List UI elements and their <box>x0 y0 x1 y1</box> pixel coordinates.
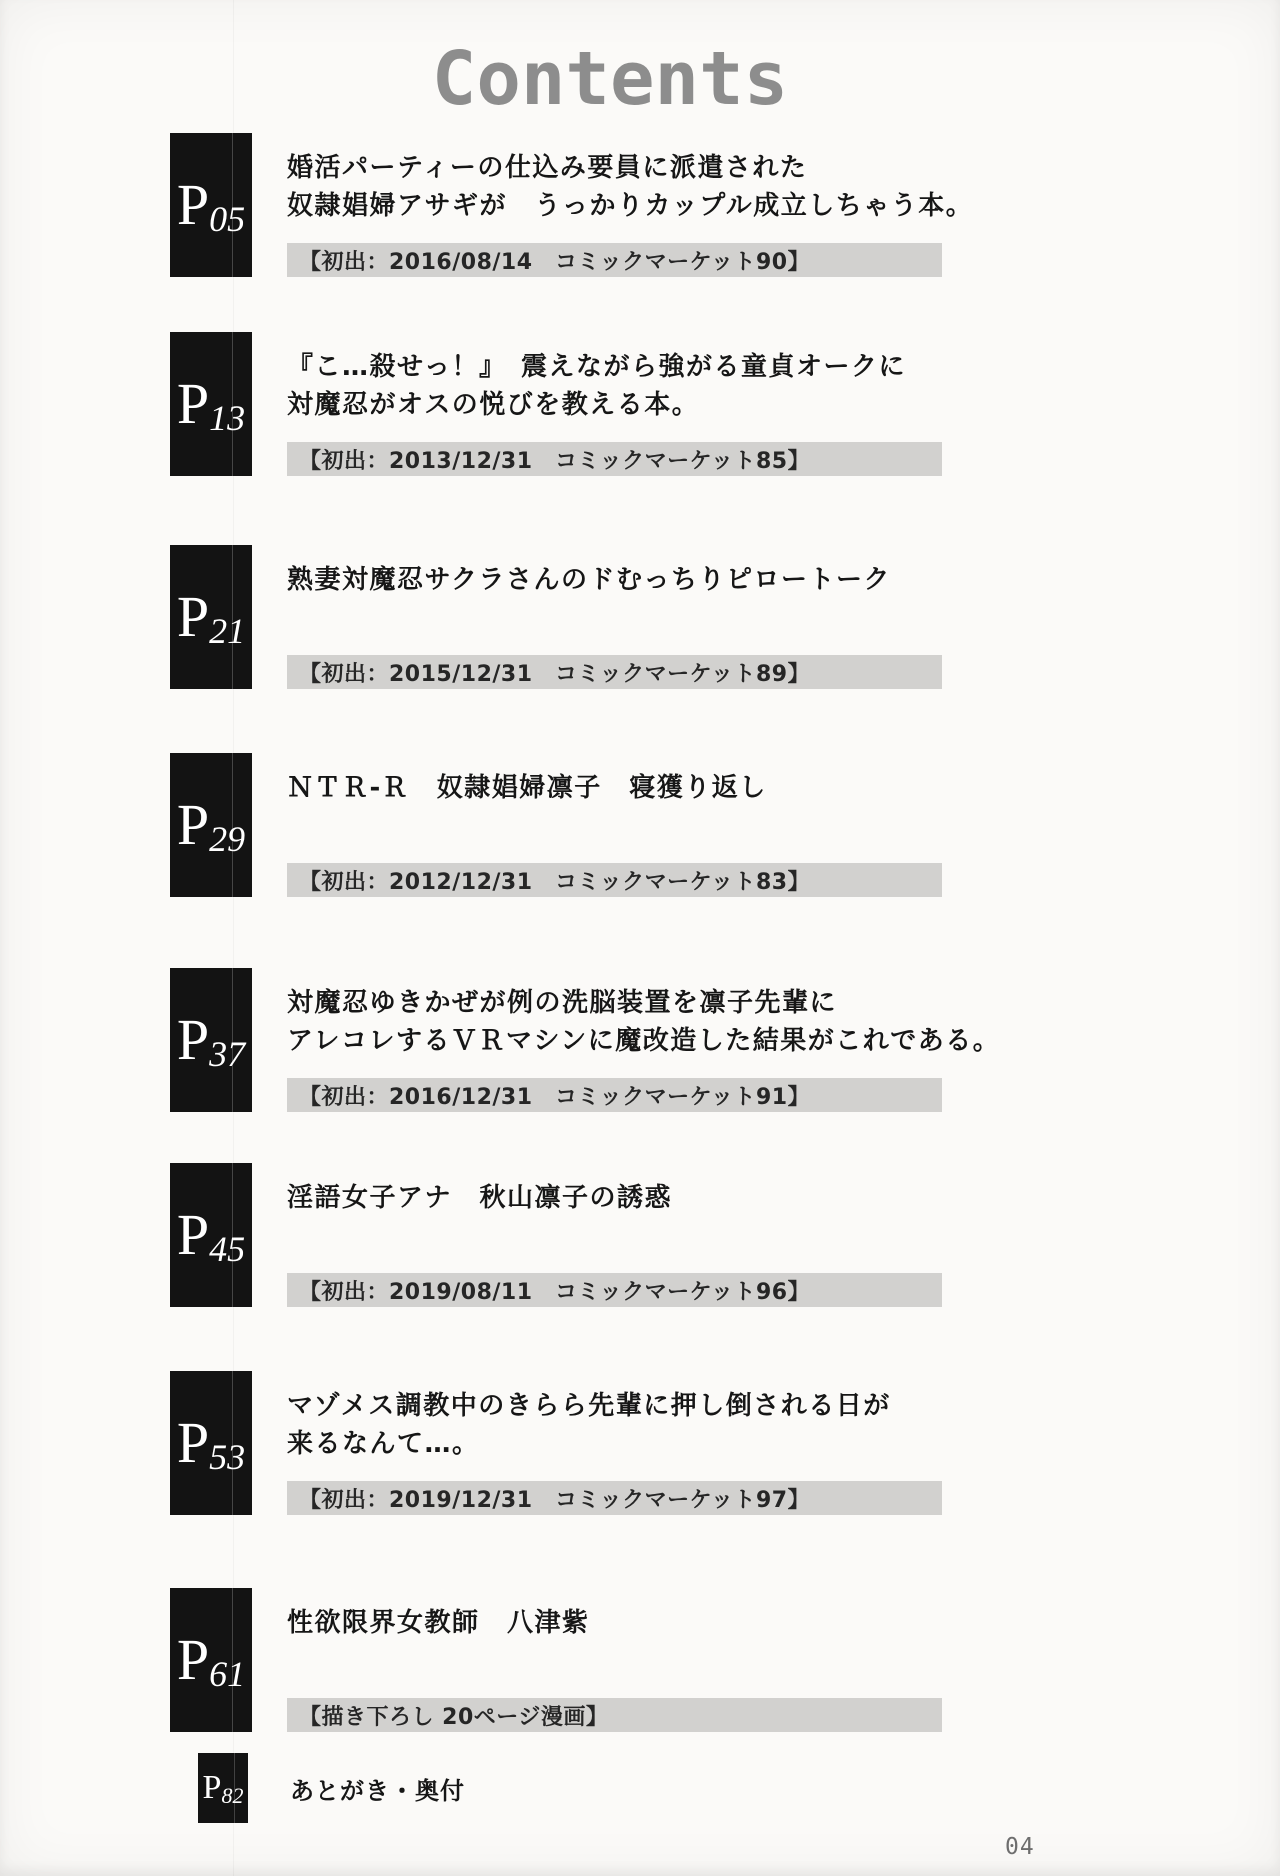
page-number: 61 <box>209 1654 246 1694</box>
toc-entry <box>170 545 942 689</box>
entry-content <box>287 1163 942 1307</box>
entry-content <box>287 1588 942 1732</box>
page-number-box <box>170 332 252 476</box>
page-number: 45 <box>209 1229 246 1269</box>
entry-title <box>287 1387 942 1481</box>
page-title: Contents <box>431 36 789 122</box>
toc-entry <box>170 332 942 476</box>
entry-title <box>287 348 942 442</box>
entry-info-bar <box>287 243 942 277</box>
entry-title-line-1: 熟妻対魔忍サクラさんのドむっちりピロートーク <box>287 565 891 595</box>
page-number-box <box>170 1588 252 1732</box>
page-number: 82 <box>221 1783 244 1808</box>
entry-info-text: 【初出：2015/12/31 コミックマーケット89】 <box>299 661 811 687</box>
toc-entry <box>170 1371 942 1515</box>
toc-entry <box>170 753 942 897</box>
page-number-box <box>170 133 252 277</box>
entry-title-line-2: 対魔忍がオスの悦びを教える本。 <box>287 390 700 420</box>
page-number: 37 <box>209 1034 246 1074</box>
page-letter: P <box>176 1410 210 1475</box>
entry-info-bar <box>287 442 942 476</box>
entry-title-line-1: 対魔忍ゆきかぜが例の洗脳装置を凛子先輩に <box>287 988 838 1018</box>
page-letter: P <box>176 1202 210 1267</box>
toc-entry <box>170 1163 942 1307</box>
entry-title-line-1: 淫語女子アナ 秋山凛子の誘惑 <box>287 1183 673 1213</box>
entry-title <box>287 149 974 243</box>
entry-info-text: 【初出：2016/12/31 コミックマーケット91】 <box>299 1084 811 1110</box>
page-letter: P <box>176 1627 210 1692</box>
entry-content <box>287 753 942 897</box>
entry-title-line-1: 婚活パーティーの仕込み要員に派遣された <box>287 153 808 183</box>
entry-title-line-1: ＮＴＲ-Ｒ 奴隷娼婦凛子 寝獲り返し <box>287 773 767 803</box>
entry-title <box>287 1604 942 1698</box>
page-number: 21 <box>209 611 246 651</box>
page-number-box <box>170 545 252 689</box>
page-letter: P <box>176 371 210 436</box>
page-number-box <box>170 1163 252 1307</box>
entry-info-bar <box>287 1273 942 1307</box>
entry-content <box>287 133 974 277</box>
entry-title-line-1: マゾメス調教中のきらら先輩に押し倒される日が <box>287 1391 891 1421</box>
page-number-box <box>170 968 252 1112</box>
entry-info-text: 【初出：2019/08/11 コミックマーケット96】 <box>299 1279 811 1305</box>
entry-title: あとがき・奥付 <box>290 1776 465 1805</box>
toc-entry <box>198 1753 465 1823</box>
entry-info-text: 【初出：2016/08/14 コミックマーケット90】 <box>299 249 811 275</box>
page-number: 53 <box>209 1437 246 1477</box>
page-number-box <box>170 1371 252 1515</box>
page-letter: P <box>176 584 210 649</box>
entry-title-line-1: 『こ…殺せっ！』 震えながら強がる童貞オークに <box>287 352 906 382</box>
entry-title <box>287 769 942 863</box>
entry-title <box>287 1179 942 1273</box>
toc-entry <box>170 1588 942 1732</box>
footer-page-number: 04 <box>1005 1834 1035 1860</box>
entry-info-text: 【描き下ろし 20ページ漫画】 <box>299 1704 609 1730</box>
entry-title-line-2: 来るなんて…。 <box>287 1429 480 1459</box>
entry-title-line-2: アレコレするＶＲマシンに魔改造した結果がこれである。 <box>287 1026 1001 1056</box>
toc-entry <box>170 133 974 277</box>
entry-info-text: 【初出：2013/12/31 コミックマーケット85】 <box>299 448 811 474</box>
entry-content <box>287 968 1001 1112</box>
page-number-box <box>198 1753 248 1823</box>
entry-content <box>287 332 942 476</box>
entry-info-bar <box>287 1078 942 1112</box>
entry-info-bar <box>287 1481 942 1515</box>
page-number: 13 <box>209 398 246 438</box>
entry-title-line-1: 性欲限界女教師 八津紫 <box>287 1608 590 1638</box>
entry-title-line-2: 奴隷娼婦アサギが うっかりカップル成立しちゃう本。 <box>287 191 974 221</box>
page-letter: P <box>202 1769 222 1806</box>
entry-info-bar <box>287 863 942 897</box>
page-number: 29 <box>209 819 246 859</box>
toc-entry <box>170 968 1001 1112</box>
page-letter: P <box>176 1007 210 1072</box>
entry-title <box>287 984 1001 1078</box>
entry-info-text: 【初出：2012/12/31 コミックマーケット83】 <box>299 869 811 895</box>
entry-info-bar <box>287 655 942 689</box>
page-letter: P <box>176 172 210 237</box>
entry-content <box>287 1371 942 1515</box>
page-number-box <box>170 753 252 897</box>
entry-title <box>287 561 942 655</box>
entry-info-bar <box>287 1698 942 1732</box>
entry-info-text: 【初出：2019/12/31 コミックマーケット97】 <box>299 1487 811 1513</box>
entry-content <box>287 545 942 689</box>
page-number: 05 <box>209 199 246 239</box>
page-letter: P <box>176 792 210 857</box>
